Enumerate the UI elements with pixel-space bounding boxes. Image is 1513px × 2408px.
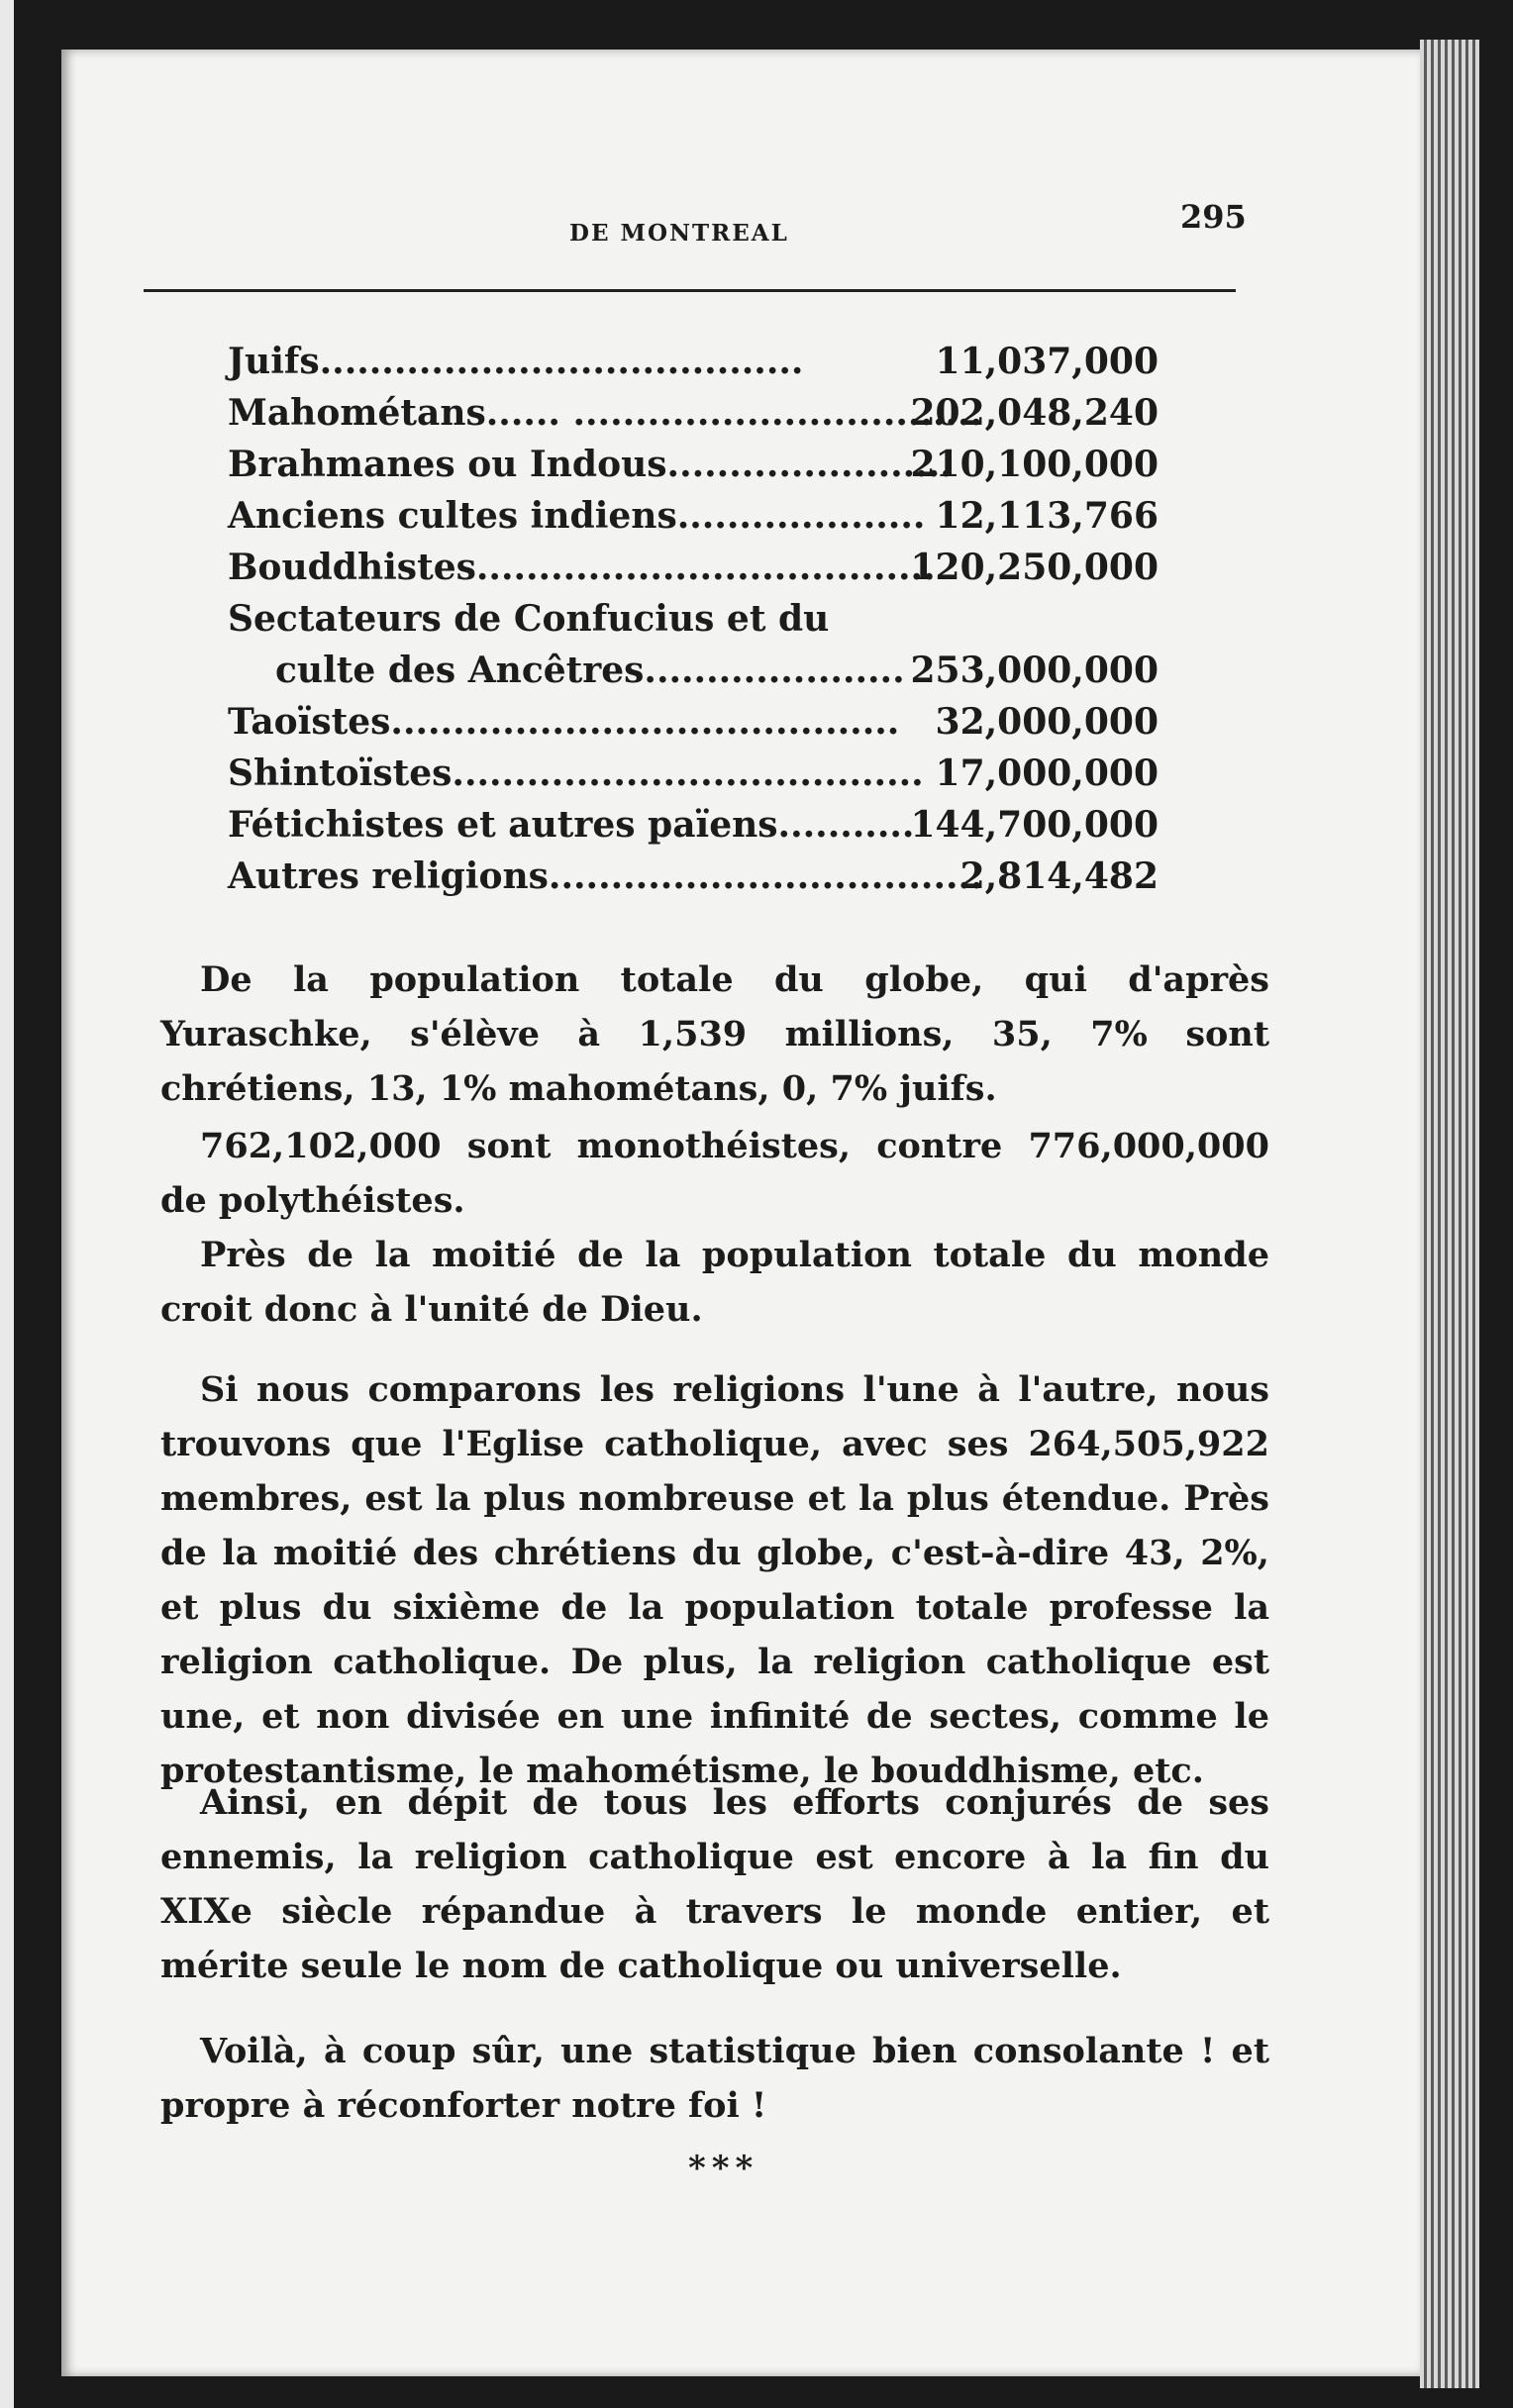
paragraph-unity-of-god: Près de la moitié de la population totale du monde croit donc à l'unité de Dieu. [160,1235,1269,1330]
stat-label: Sectateurs de Confucius et du [228,598,830,640]
paragraph-universal: Ainsi, en dépit de tous les efforts conjurés de ses ennemis, la religion catholique est encore à la fin du XIXe siècle répandue à travers le monde entier, et mérite seule le nom de catholique ou universelle. [160,1782,1269,1986]
stat-label: Bouddhistes..................................... [228,547,936,588]
stat-row [228,495,1159,547]
stat-value: 11,037,000 [935,341,1159,382]
stat-value: 202,048,240 [910,392,1159,434]
stat-value: 32,000,000 [935,701,1159,743]
stat-value: 210,100,000 [910,444,1159,485]
stat-value: 2,814,482 [959,855,1159,897]
paragraph-monotheists: 762,102,000 sont monothéistes, contre 776,000,000 de polythéistes. [160,1126,1269,1221]
page-left-edge [0,0,14,2408]
stat-row [228,804,1159,855]
page-number: 295 [1180,198,1247,236]
stat-row [228,341,1159,392]
stat-value: 144,700,000 [910,804,1159,846]
stat-row [228,444,1159,495]
stat-row [228,701,1159,752]
section-ornament: *** [688,2149,759,2188]
book-page-edges [1420,40,1479,2388]
stat-row [228,855,1159,907]
header-rule [144,289,1236,292]
stat-label: Autres religions................................... [228,855,983,897]
stat-label: Mahométans...... ................................. [228,392,983,434]
stat-value: 120,250,000 [910,547,1159,588]
paragraph-conclusion: Voilà, à coup sûr, une statistique bien consolante ! et propre à réconforter notre foi ! [160,2031,1269,2126]
stat-label: Taoïstes......................................... [228,701,900,743]
stat-label: Shintoïstes...................................... [228,752,924,794]
paragraph-population-total: De la population totale du globe, qui d'après Yuraschke, s'élève à 1,539 millions, 35, 7% sont chrétiens, 13, 1% mahométans, 0, 7% juifs. [160,959,1269,1109]
stat-row [228,547,1159,598]
stat-value: 17,000,000 [935,752,1159,794]
paragraph-catholic-church: Si nous comparons les religions l'une à l'autre, nous trouvons que l'Eglise catholique, avec ses 264,505,922 membres, est la plus nombreuse et la plus étendue. Près de la moitié des chrétiens du globe, c'est-à-dire 43, 2%, et plus du sixième de la population totale professe la religion catholique. De plus, la religion catholique est une, et non divisée en une infinité de sectes, comme le protestantisme, le mahométisme, le bouddhisme, etc. [160,1369,1269,1791]
stat-label: Fétichistes et autres païens........... [228,804,915,846]
stat-value: 12,113,766 [935,495,1159,537]
stat-row [228,752,1159,804]
stat-value: 253,000,000 [910,650,1159,691]
stat-label: Anciens cultes indiens.................... [228,495,926,537]
stat-label: Juifs....................................... [228,341,804,382]
stat-label-continuation: culte des Ancêtres..................... [275,650,905,691]
running-head: DE MONTREAL [569,220,789,247]
stat-row [228,598,1159,701]
religion-statistics-table [228,341,1159,907]
stat-row [228,392,1159,444]
stat-label: Brahmanes ou Indous....................... [228,444,953,485]
